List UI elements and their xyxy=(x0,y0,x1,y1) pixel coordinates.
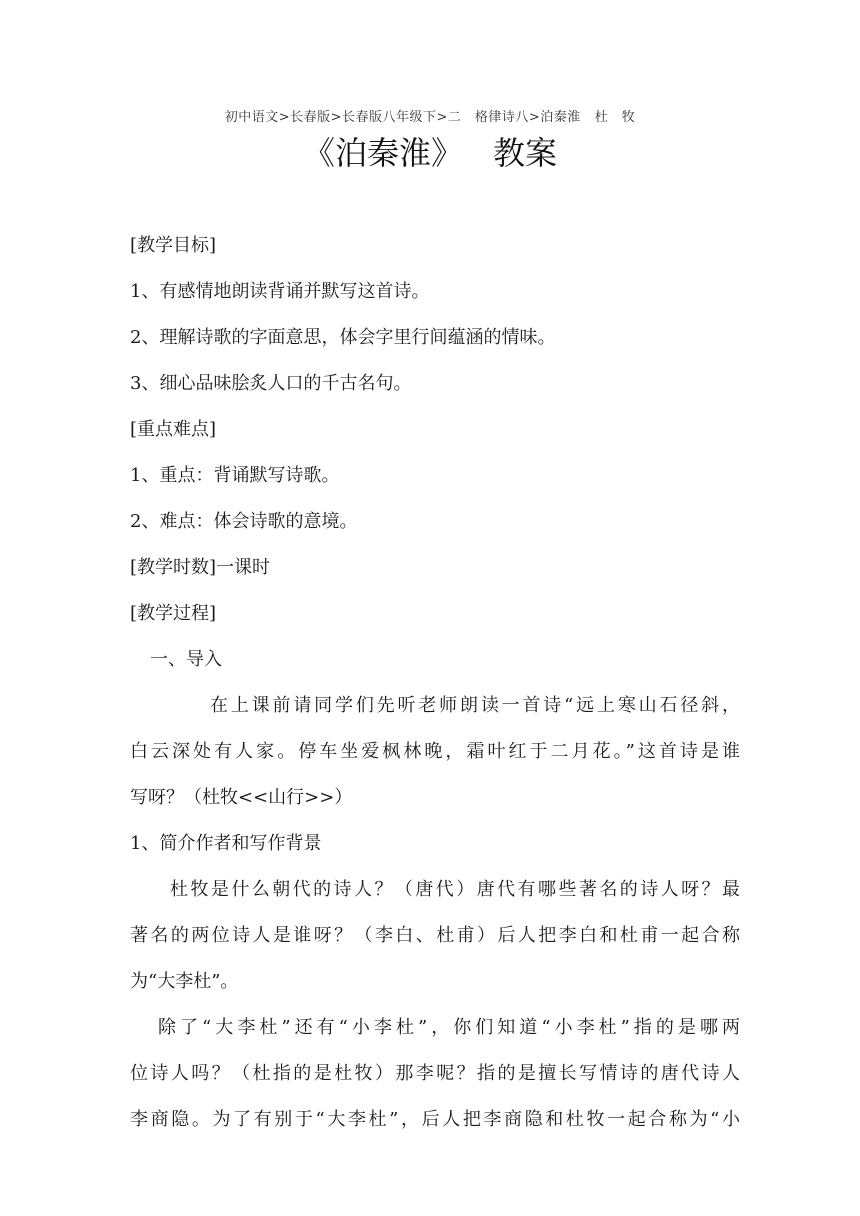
author-paragraph-line: 著名的两位诗人是谁呀？（李白、杜甫）后人把李白和杜甫一起合称 xyxy=(130,925,740,946)
author-paragraph-line: 杜牧是什么朝代的诗人？（唐代）唐代有哪些著名的诗人呀？最 xyxy=(170,879,740,900)
author-paragraph-line: 除了“大李杜”还有“小李杜”，你们知道“小李杜”指的是哪两 xyxy=(158,1017,740,1038)
goal-item-1: 1、有感情地朗读背诵并默写这首诗。 xyxy=(130,281,430,302)
page-title xyxy=(0,128,860,174)
intro-paragraph xyxy=(130,683,740,821)
intro-paragraph-line: 白云深处有人家。停车坐爱枫林晚，霜叶红于二月花。”这首诗是谁 xyxy=(130,741,740,762)
key-point-1: 1、重点：背诵默写诗歌。 xyxy=(130,465,340,486)
process-heading: [教学过程] xyxy=(130,603,217,624)
author-paragraph-line: 位诗人吗？（杜指的是杜牧）那李呢？指的是擅长写情诗的唐代诗人 xyxy=(130,1063,740,1084)
breadcrumb xyxy=(0,106,860,125)
intro-paragraph-line: 在上课前请同学们先听老师朗读一首诗“远上寒山石径斜， xyxy=(210,695,740,716)
author-heading: 1、简介作者和写作背景 xyxy=(130,833,322,854)
intro-heading: 一、导入 xyxy=(150,649,222,670)
key-point-2: 2、难点：体会诗歌的意境。 xyxy=(130,511,358,532)
author-paragraph-line: 李商隐。为了有别于“大李杜”，后人把李商隐和杜牧一起合称为“小 xyxy=(130,1109,740,1130)
title-main: 《泊秦淮》 xyxy=(302,134,463,172)
document-body xyxy=(130,223,740,1143)
goal-item-2: 2、理解诗歌的字面意思，体会字里行间蕴涵的情味。 xyxy=(130,327,556,348)
goal-item-3: 3、细心品味脍炙人口的千古名句。 xyxy=(130,373,412,394)
breadcrumb-author: 杜 牧 xyxy=(594,110,636,125)
key-points-heading: [重点难点] xyxy=(130,419,217,440)
author-paragraph-2 xyxy=(130,1005,740,1143)
intro-paragraph-line: 写呀？（杜牧<<山行>>） xyxy=(130,787,353,808)
author-paragraph-1 xyxy=(130,867,740,1005)
goals-heading: [教学目标] xyxy=(130,235,217,256)
breadcrumb-path: 初中语文>长春版>长春版八年级下>二 格律诗八>泊秦淮 xyxy=(224,110,581,125)
teaching-hours: [教学时数]一课时 xyxy=(130,557,271,578)
author-paragraph-line: 为“大李杜”。 xyxy=(130,971,239,992)
title-suffix: 教案 xyxy=(493,134,558,172)
